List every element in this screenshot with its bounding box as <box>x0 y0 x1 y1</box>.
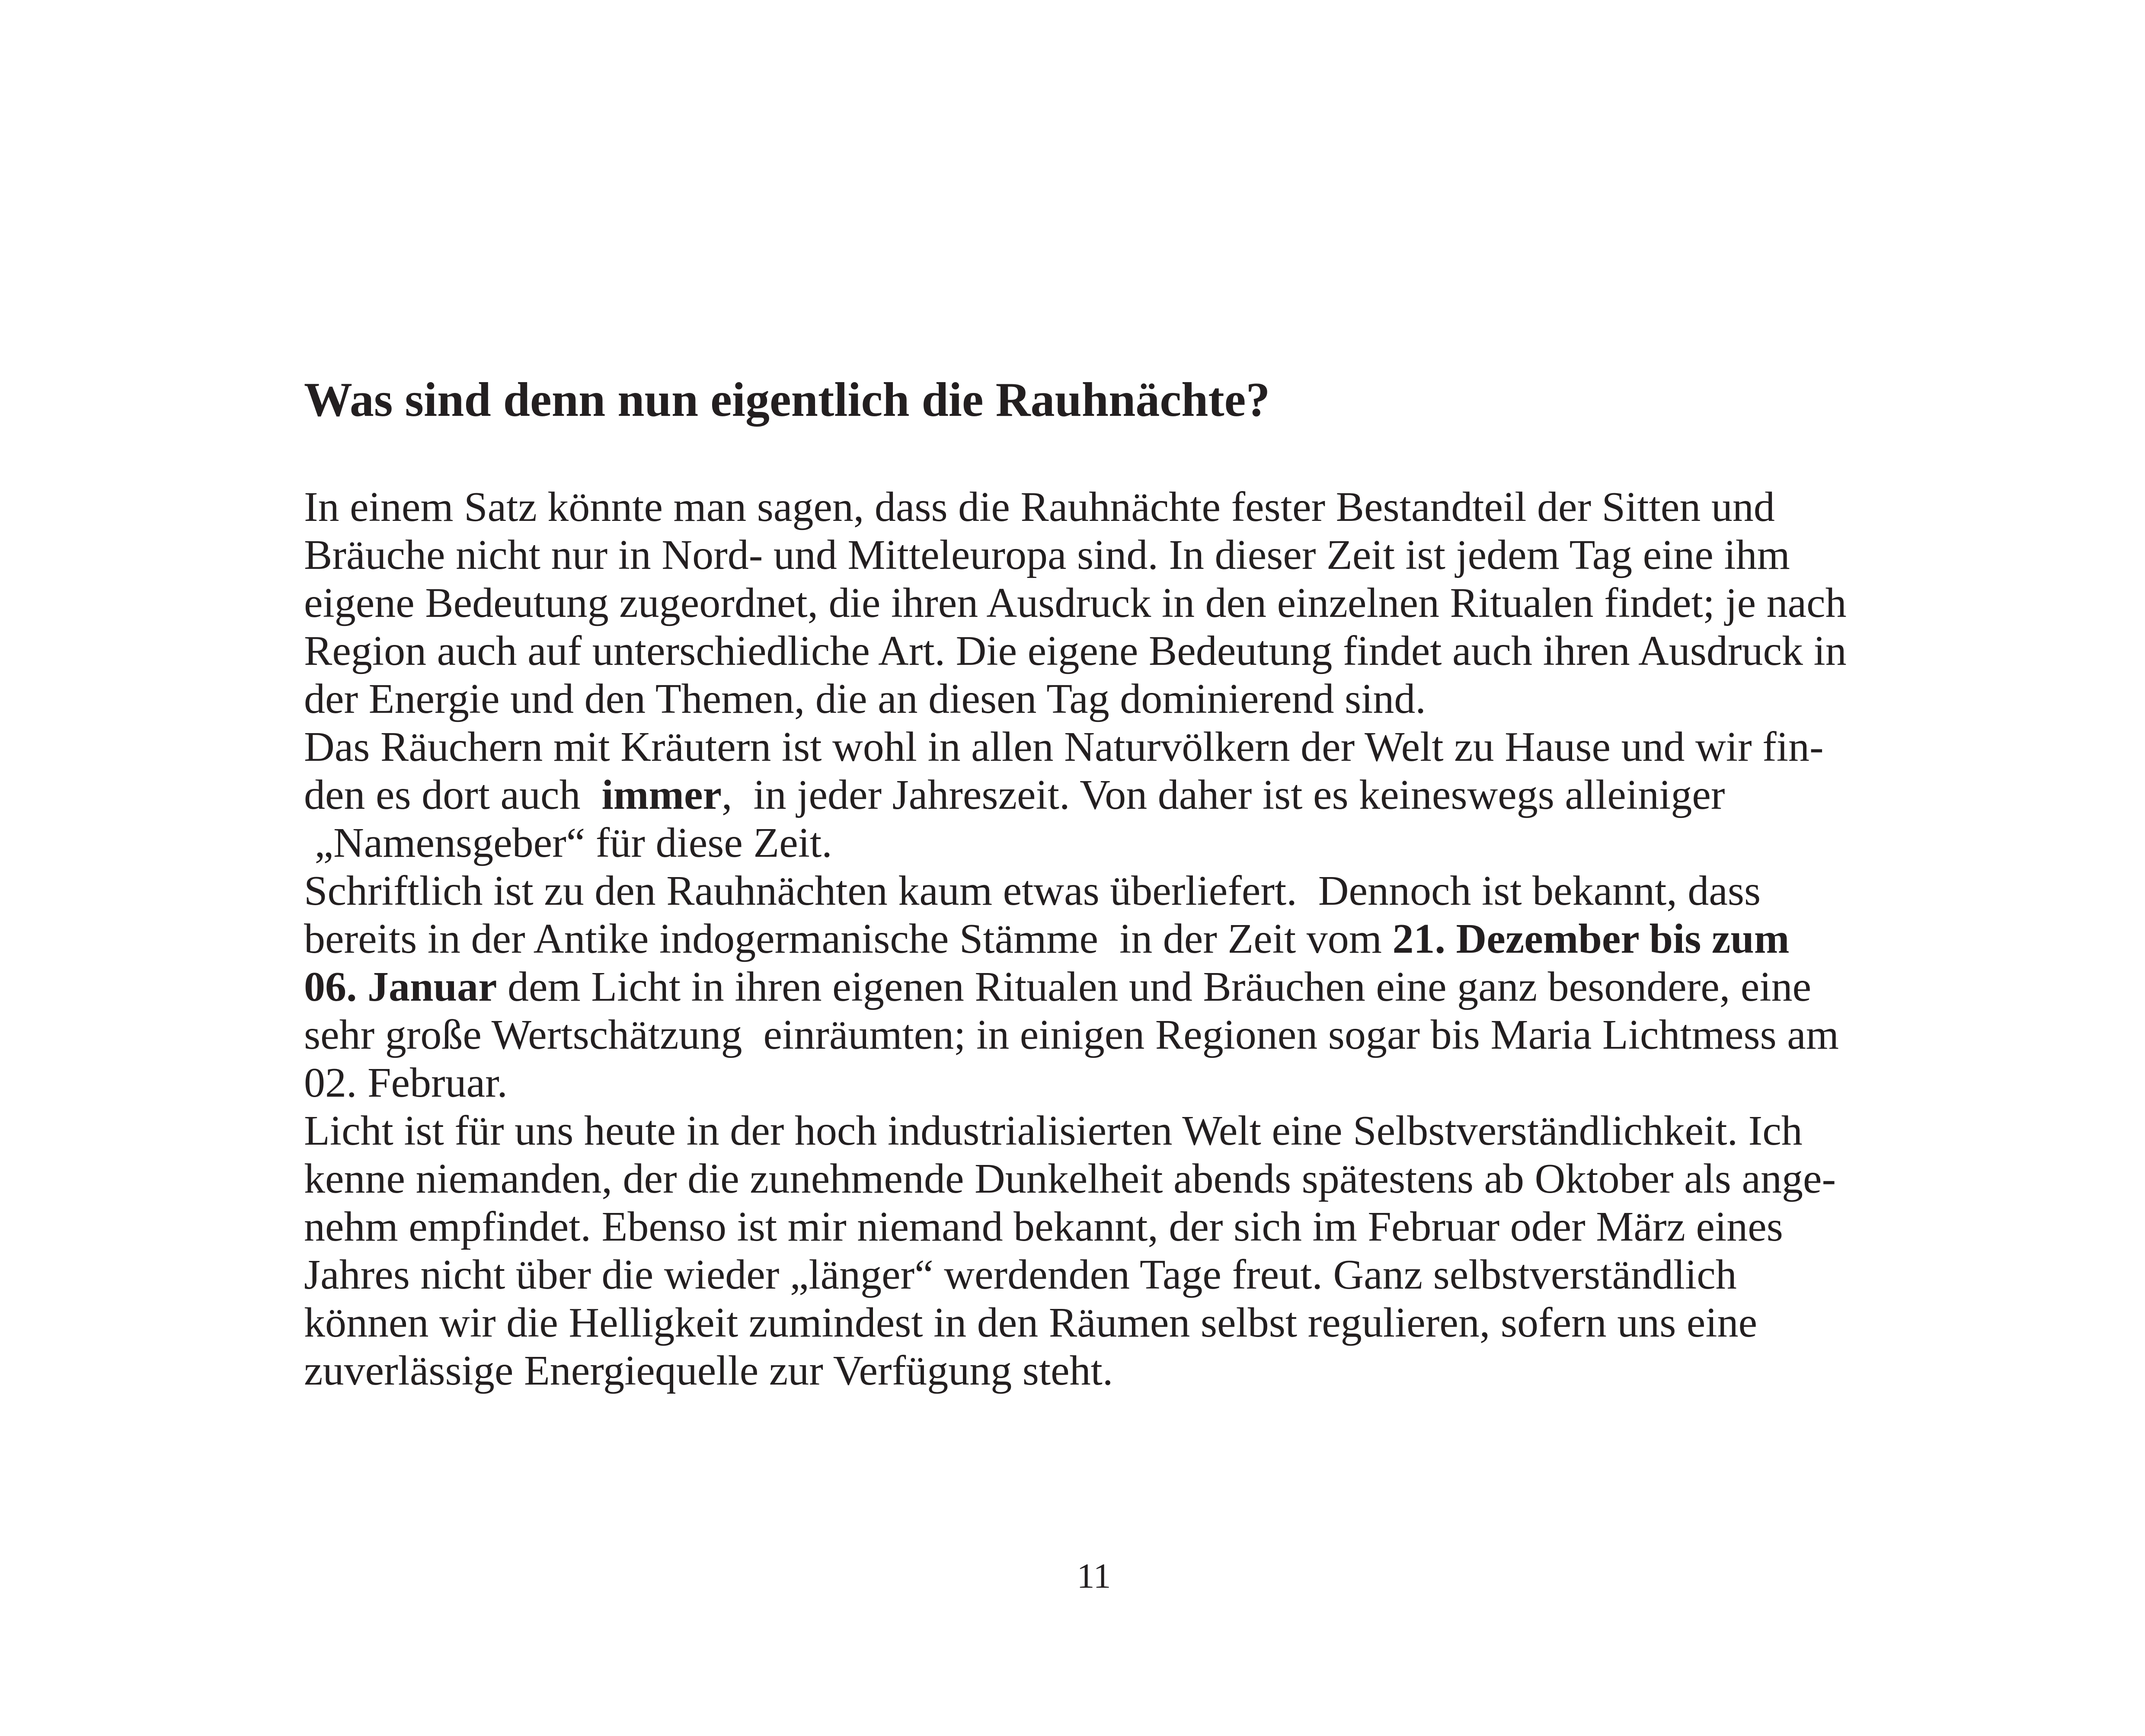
text-line <box>304 1011 1912 1059</box>
text-line <box>304 579 1912 627</box>
text-line <box>304 675 1912 723</box>
page-heading: Was sind denn nun eigentlich die Rauhnächte? <box>304 373 1270 427</box>
text-run: zuverlässige Energiequelle zur Verfügung steht. <box>304 1347 1113 1394</box>
text-run: den es dort auch <box>304 772 602 818</box>
page-number: 11 <box>1077 1556 1111 1596</box>
text-line <box>304 723 1912 771</box>
body-text <box>304 483 1912 1395</box>
text-run: kenne niemanden, der die zunehmende Dunkelheit abends spätestens ab Oktober als ange- <box>304 1155 1836 1202</box>
text-line <box>304 627 1912 675</box>
text-line <box>304 1251 1912 1299</box>
text-run: nehm empfindet. Ebenso ist mir niemand bekannt, der sich im Februar oder März eines <box>304 1203 1783 1250</box>
text-run: Bräuche nicht nur in Nord- und Mitteleuropa sind. In dieser Zeit ist jedem Tag eine ihm <box>304 532 1790 578</box>
text-run: Region auch auf unterschiedliche Art. Die eigene Bedeutung findet auch ihren Ausdruck in <box>304 628 1847 674</box>
text-line <box>304 867 1912 915</box>
text-run: „Namensgeber“ für diese Zeit. <box>304 820 832 866</box>
text-line <box>304 1299 1912 1347</box>
text-line <box>304 915 1912 963</box>
text-run: der Energie und den Themen, die an diesen Tag dominierend sind. <box>304 676 1426 722</box>
text-line <box>304 819 1912 867</box>
text-run: bereits in der Antike indogermanische Stämme in der Zeit vom <box>304 916 1393 962</box>
text-run: sehr große Wertschätzung einräumten; in einigen Regionen sogar bis Maria Lichtmess am <box>304 1012 1839 1058</box>
text-run: In einem Satz könnte man sagen, dass die Rauhnächte fester Bestandteil der Sitten und <box>304 484 1775 530</box>
bold-text-run: immer <box>601 772 722 818</box>
text-run: können wir die Helligkeit zumindest in den Räumen selbst regulieren, sofern uns eine <box>304 1299 1758 1346</box>
text-run: eigene Bedeutung zugeordnet, die ihren Ausdruck in den einzelnen Ritualen findet; je nach <box>304 580 1847 626</box>
text-line <box>304 1347 1912 1395</box>
text-run: dem Licht in ihren eigenen Ritualen und Bräuchen eine ganz besondere, eine <box>497 964 1812 1010</box>
text-line <box>304 1107 1912 1155</box>
text-line <box>304 483 1912 531</box>
text-line <box>304 1203 1912 1251</box>
text-run: Jahres nicht über die wieder „länger“ werdenden Tage freut. Ganz selbstverständlich <box>304 1251 1737 1298</box>
text-line <box>304 771 1912 819</box>
text-line <box>304 531 1912 579</box>
text-run: Das Räuchern mit Kräutern ist wohl in allen Naturvölkern der Welt zu Hause und wir fin- <box>304 724 1824 770</box>
text-line <box>304 1059 1912 1107</box>
text-line <box>304 1155 1912 1203</box>
bold-text-run: 21. Dezember bis zum <box>1392 916 1790 962</box>
bold-text-run: 06. Januar <box>304 964 497 1010</box>
text-run: , in jeder Jahreszeit. Von daher ist es keineswegs alleiniger <box>722 772 1725 818</box>
text-line <box>304 963 1912 1011</box>
text-run: 02. Februar. <box>304 1059 508 1106</box>
text-run: Licht ist für uns heute in der hoch industrialisierten Welt eine Selbstverständlichkeit. Ich <box>304 1107 1803 1154</box>
text-run: Schriftlich ist zu den Rauhnächten kaum etwas überliefert. Dennoch ist bekannt, dass <box>304 868 1761 914</box>
